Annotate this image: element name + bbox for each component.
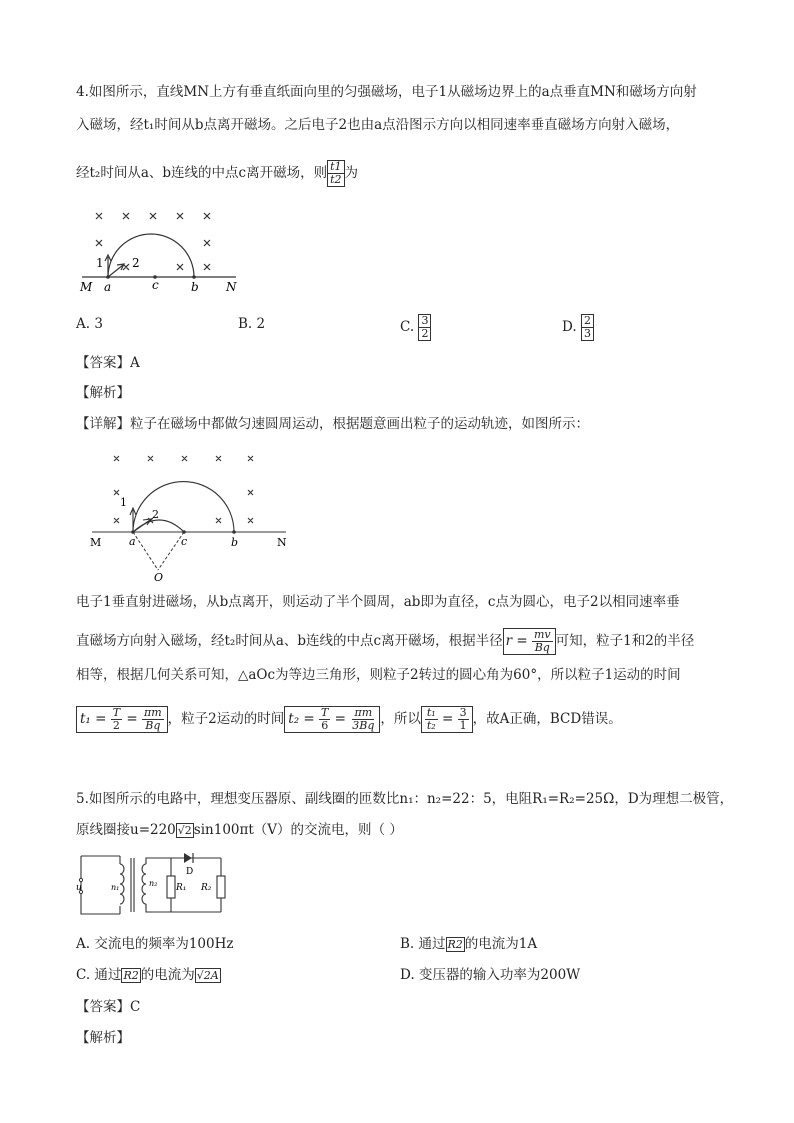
svg-text:O: O (154, 571, 164, 583)
q4-explanation-line4: t₁ = $\frac{T}{2}$ = $\frac{\pi m}{Bq}$ ，粒子2运动的时间 t₂ = $\frac{T}{6}$ = $\frac{\pi m}{3Bq}$ ，所以 $\frac{\text{t₁}}{\text{t₂}}$ = $\frac{3}{1}$ ，故A正确，BCD错误。 (76, 706, 622, 733)
q5-circuit-diagram (76, 850, 236, 920)
q4-option-a: A. 3 (76, 316, 103, 332)
svg-text:2: 2 (152, 508, 159, 521)
q4-explanation-line1: 电子1垂直射进磁场，从b点离开，则运动了半个圆周，ab即为直径，c点为圆心，电子2以相同速率垂 (76, 594, 680, 610)
svg-text:n₂: n₂ (149, 879, 158, 888)
q4-trajectory-figure (88, 448, 298, 583)
q4-magnetic-field-figure (76, 205, 246, 295)
q4-option-b: B. 2 (238, 316, 266, 332)
q4-line3-pre: 经t₂时间从a、b连线的中点c离开磁场，则 (76, 165, 328, 181)
svg-text:R₁: R₁ (176, 883, 187, 893)
fig1-label-2: 2 (132, 256, 140, 270)
svg-text:a: a (104, 280, 112, 294)
svg-text:a: a (129, 535, 136, 548)
svg-text:N: N (226, 280, 237, 294)
q5-option-b: B. 通过 R2 的电流为1A (400, 936, 538, 952)
q5-option-c: C. 通过 R2 的电流为 √2A (76, 967, 219, 983)
fig1-label-1: 1 (96, 256, 104, 270)
svg-text:c: c (181, 535, 188, 548)
q5-text-line1: 5.如图所示的电路中，理想变压器原、副线圈的匝数比n₁：n₂=22：5，电阻R₁=R₂=25Ω，D为理想二极管， (76, 791, 734, 807)
svg-text:c: c (152, 278, 159, 292)
svg-text:D: D (186, 867, 194, 877)
svg-text:b: b (191, 280, 199, 294)
svg-text:u: u (76, 883, 82, 893)
q5-analysis: 【解析】 (76, 1030, 130, 1046)
svg-text:M: M (90, 536, 102, 549)
q5-option-d: D. 变压器的输入功率为200W (400, 967, 581, 983)
q4-analysis: 【解析】 (76, 385, 130, 401)
q5-answer: 【答案】C (76, 999, 141, 1015)
svg-text:N: N (277, 536, 287, 549)
svg-text:M: M (80, 280, 93, 294)
q4-text-line1: 4.如图所示，直线MN上方有垂直纸面向里的匀强磁场，电子1从磁场边界上的a点垂直MN和磁场方向射 (76, 84, 697, 100)
q5-option-a: A. 交流电的频率为100Hz (76, 936, 234, 952)
q4-text-line3: 经t₂时间从a、b连线的中点c离开磁场，则 $\frac{t1}{t2}$ 为 (76, 160, 359, 186)
svg-text:1: 1 (120, 496, 127, 509)
q5-text-line2: 原线圈接u=220 √2 sin100πt（V）的交流电，则（ ） (76, 822, 403, 838)
q4-option-c: C. $\frac{3}{2}$ (400, 314, 431, 341)
q4-option-d: D. $\frac{2}{3}$ (562, 314, 594, 341)
svg-text:n₁: n₁ (111, 883, 120, 892)
svg-text:R₂: R₂ (201, 883, 212, 893)
q4-explanation-line3: 相等，根据几何关系可知，△aOc为等边三角形，则粒子2转过的圆心角为60°，所以粒子1运动的时间 (76, 667, 681, 683)
q4-text-line2: 入磁场，经t₁时间从b点离开磁场。之后电子2也由a点沿图示方向以相同速率垂直磁场方向射入磁场， (76, 117, 680, 133)
q4-explanation-line2: 直磁场方向射入磁场，经t₂时间从a、b连线的中点c离开磁场，根据半径 r = $\frac{mv}{Bq}$ 可知，粒子1和2的半径 (76, 628, 695, 654)
svg-text:b: b (231, 536, 239, 549)
q4-detail: 【详解】粒子在磁场中都做匀速圆周运动，根据题意画出粒子的运动轨迹，如图所示： (76, 416, 589, 432)
q4-ratio-box: $\frac{t1}{t2}$ (327, 160, 344, 187)
q4-answer: 【答案】A (76, 355, 140, 371)
